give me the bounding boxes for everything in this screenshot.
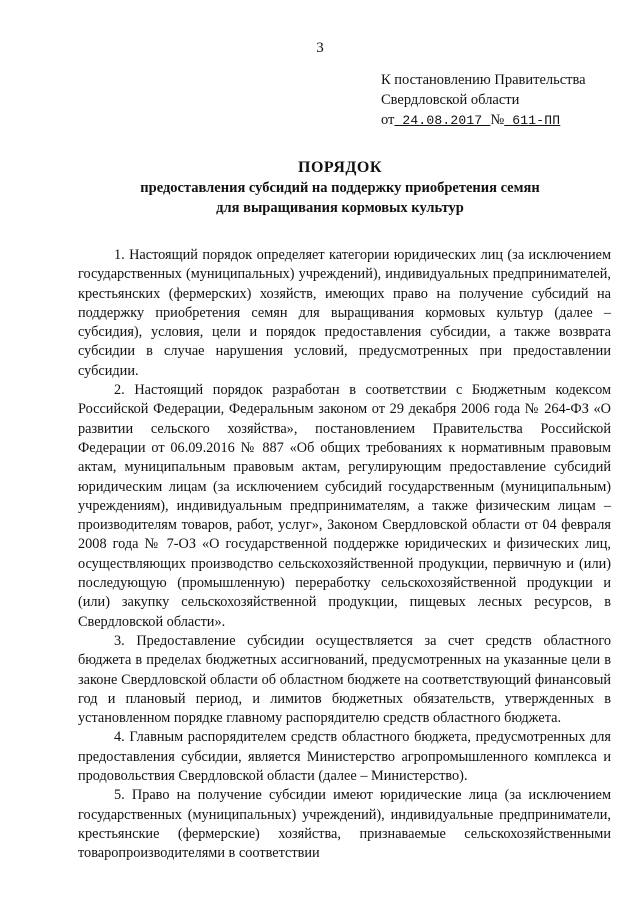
- document-title: ПОРЯДОК: [298, 159, 382, 176]
- date-prefix: от: [381, 112, 395, 128]
- paragraph-3: 3. Предоставление субсидии осуществляется за счет средств областного бюджета в пределах бюджетных ассигнований, предусмотренных на указанные цели в законе Свердловской области об областном бюджете на соответствующий финансовый год и плановый период, и лимитов бюджетных обязательств, утвержденных в установленном порядке главному распорядителю средств областного бюджета.: [78, 632, 611, 727]
- appendix-line-1: К постановлению Правительства: [381, 72, 586, 88]
- page-number: 3: [316, 40, 324, 56]
- number-prefix: №: [490, 112, 505, 128]
- appendix-block: [381, 70, 631, 131]
- decree-number: 611-ПП: [504, 113, 561, 128]
- appendix-line-2: Свердловской области: [381, 92, 520, 108]
- title-block: [60, 158, 620, 218]
- paragraph-4: 4. Главным распорядителем средств областного бюджета, предусмотренных для предоставления субсидии, является Министерство агропромышленного комплекса и продовольствия Свердловской области (далее – Министерство).: [78, 729, 611, 785]
- document-subtitle-line-2: для выращивания кормовых культур: [216, 200, 464, 216]
- paragraph-1: 1. Настоящий порядок определяет категории юридических лиц (за исключением государственных (муниципальных) учреждений), индивидуальных предпринимателей, крестьянских (фермерских) хозяйств, имеющих право на получение субсидий на поддержку приобретения семян для выращивания кормовых культур (далее – субсидия), условия, цели и порядок предоставления субсидии, а также возврата субсидии в случае нарушения условий, предусмотренных при предоставлении субсидии.: [78, 247, 611, 379]
- document-subtitle-line-1: предоставления субсидий на поддержку приобретения семян: [140, 180, 540, 196]
- paragraph-5: 5. Право на получение субсидии имеют юридические лица (за исключением государственных (муниципальных) учреждений), индивидуальные предприниматели, крестьянские (фермерские) хозяйства, признаваемые сельскохозяйственными товаропроизводителями в соответствии: [78, 787, 611, 862]
- decree-date: 24.08.2017: [394, 113, 491, 128]
- paragraph-2: 2. Настоящий порядок разработан в соответствии с Бюджетным кодексом Российской Федерации, Федеральным законом от 29 декабря 2006 года № 264-ФЗ «О развитии сельского хозяйства», постановлением Правительства Российской Федерации от 06.09.2016 № 887 «Об общих требованиях к нормативным правовым актам, муниципальным правовым актам, регулирующим предоставление субсидий юридическим лицам (за исключением субсидий государственным (муниципальным) учреждениям), индивидуальным предпринимателям, а также физическим лицам – производителям товаров, работ, услуг», Законом Свердловской области от 04 февраля 2008 года № 7-ОЗ «О государственной поддержке юридических и физических лиц, осуществляющих производство сельскохозяйственной продукции, первичную и (или) последующую (промышленную) переработку сельскохозяйственной продукции и (или) закупку сельскохозяйственной продукции, пищевых лесных ресурсов, в Свердловской области».: [78, 382, 611, 630]
- document-body: [78, 246, 611, 864]
- appendix-date-line: [381, 110, 631, 131]
